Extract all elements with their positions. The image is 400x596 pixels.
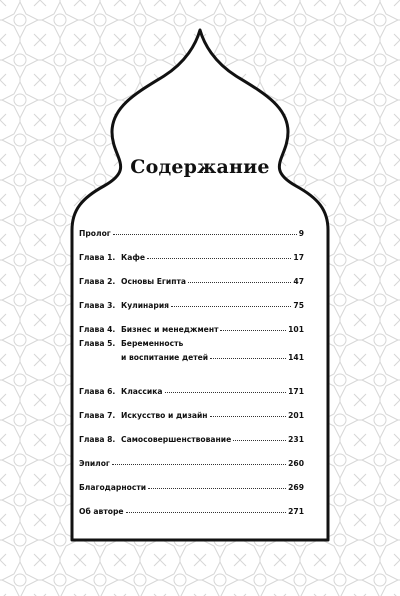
toc-page-number: 201 [288,411,304,420]
toc-entry-chapter-4[interactable] [79,320,304,334]
toc-entry-chapter-5[interactable] [79,334,304,362]
toc-chapter-number: Глава 6. [79,387,116,396]
toc-label: Классика [121,387,163,396]
dot-leader [210,416,287,417]
toc-entry-about-author[interactable] [79,502,304,516]
dot-leader [220,330,286,331]
toc-entry-epilogue[interactable] [79,454,304,468]
dot-leader [126,512,287,513]
toc-label-line-2: и воспитание детей [121,353,209,362]
dot-leader [210,358,286,359]
toc-entry-acknowledgments[interactable] [79,478,304,492]
toc-chapter-number: Глава 5. [79,339,116,348]
toc-page-number: 260 [288,459,304,468]
toc-entry-chapter-1[interactable] [79,248,304,262]
toc-page-number: 9 [298,229,304,238]
toc-label: Кафе [121,253,146,262]
toc-label: Основы Египта [121,277,186,286]
toc-label-line-1: Беременность [121,339,184,348]
toc-entry-prologue[interactable] [79,224,304,238]
toc-chapter-number: Глава 4. [79,325,116,334]
toc-entry-chapter-2[interactable] [79,272,304,286]
dot-leader [233,440,286,441]
toc-label: Об авторе [79,507,124,516]
toc-chapter-number: Глава 3. [79,301,116,310]
toc-chapter-number: Глава 7. [79,411,116,420]
dot-leader [188,282,291,283]
toc-chapter-number: Глава 8. [79,435,116,444]
toc-label: Пролог [79,229,111,238]
toc-page-number: 101 [288,325,304,334]
toc-entry-chapter-3[interactable] [79,296,304,310]
dot-leader [147,258,291,259]
toc-label: Искусство и дизайн [121,411,208,420]
dot-leader [165,392,287,393]
toc-page-number: 17 [293,253,304,262]
toc-page-number: 75 [293,301,304,310]
dot-leader [112,464,286,465]
toc-page-number: 141 [288,353,304,362]
toc-page-number: 269 [288,483,304,492]
page-title: Содержание [130,156,270,178]
dot-leader [148,488,286,489]
toc-label: Кулинария [121,301,170,310]
dot-leader [171,306,291,307]
toc-label: Эпилог [79,459,110,468]
toc-page-number: 231 [288,435,304,444]
toc-entry-chapter-7[interactable] [79,406,304,420]
toc-entry-chapter-8[interactable] [79,430,304,444]
toc-label: Благодарности [79,483,147,492]
toc-chapter-number: Глава 2. [79,277,116,286]
dot-leader [113,234,297,235]
toc-page-number: 271 [288,507,304,516]
toc-chapter-number: Глава 1. [79,253,116,262]
toc-entry-chapter-6[interactable] [79,382,304,396]
toc-label: Самосовершенствование [121,435,232,444]
toc-label: Бизнес и менеджмент [121,325,219,334]
toc-page-number: 171 [288,387,304,396]
toc-page-number: 47 [293,277,304,286]
